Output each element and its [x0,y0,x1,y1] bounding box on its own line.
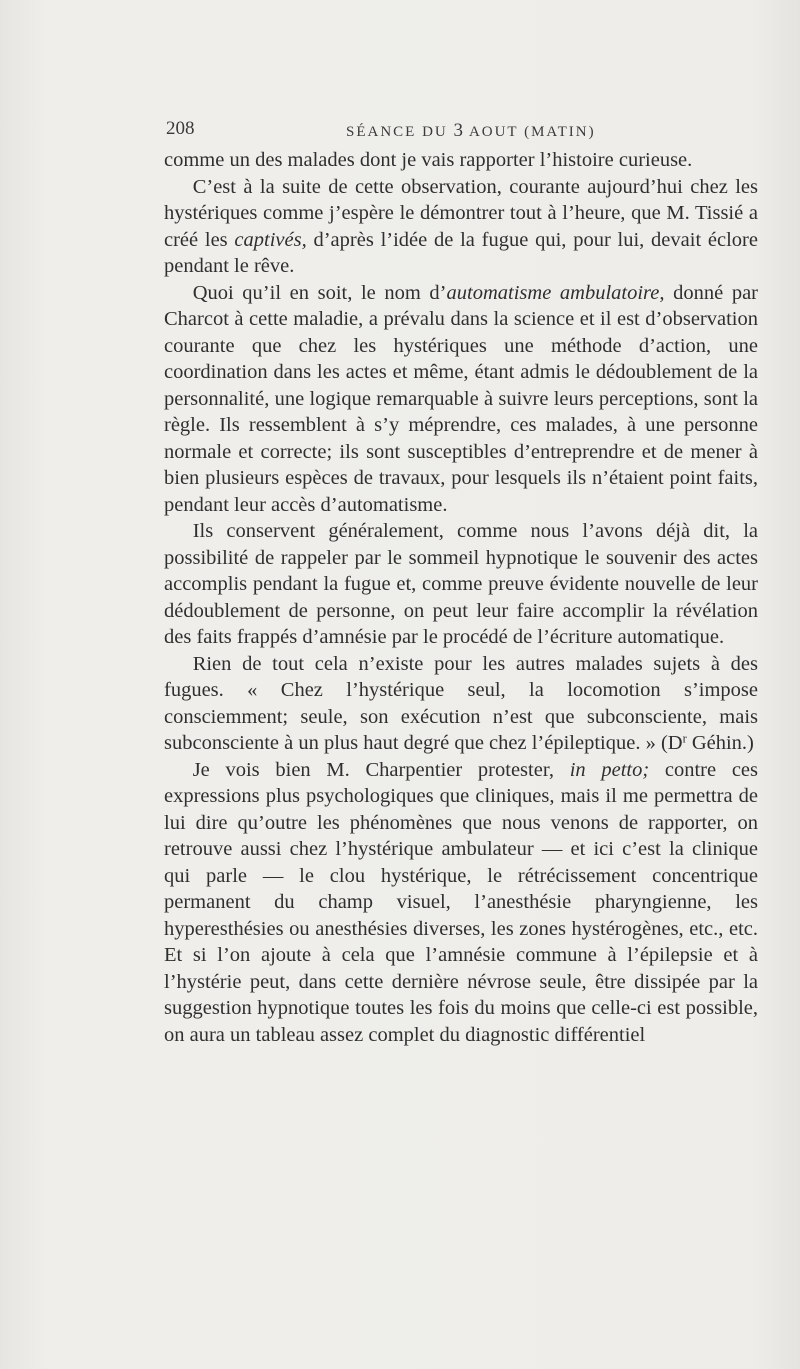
paragraph-3-text-a: Quoi qu’il en soit, le nom d’ [192,281,447,304]
paragraph-4: Ils conservent généralement, comme nous l’avons déjà dit, la possibilité de rappeler par le sommeil hypnotique le souvenir des actes accomplis pendant la fugue et, comme preuve évidente nouvelle de leur dédoublement de personne, on peut leur faire accomplir la révélation des faits frappés d’amnésie par le procédé de l’écriture automatique. [164,520,758,648]
paragraph-6-emphasis: in petto; [569,758,650,781]
paragraph-6-text-a: Je vois bien M. Charpentier protester, [192,758,570,781]
paragraph-3-emphasis: automatisme ambulatoire, [446,281,665,304]
paragraph-3-text-b: donné par Charcot à cette maladie, a prévalu dans la science et il est d’observation courante que chez les hystériques une méthode d’action, une coordination dans les actes et même, étant admis le dédoublement de la personnalité, une logique remarquable à suivre leurs perceptions, sont la règle. Ils ressemblent à s’y méprendre, ces malades, à une personne normale et correcte; ils sont susceptibles d’entreprendre et de mener à bien plusieurs espèces de travaux, pour lesquels ils n’étaient point faits, pendant leur accès d’automatisme. [164,281,759,516]
paragraph-2-text-b: d’après l’idée de la fugue qui, pour lui, devait éclore pendant le rêve. [164,228,758,277]
page-number: 208 [166,118,195,139]
paragraph-6-text-b: contre ces expressions plus psychologiques que cliniques, mais il me permettra de lui dire qu’outre les phénomènes que nous venons de rapporter, on retrouve aussi chez l’hystérique ambulateur — et ici c’est la clinique qui parle — le clou hystérique, le rétrécissement concentrique permanent du champ visuel, l’anesthésie pharyngienne, les hyperesthésies ou anesthésies diverses, les zones hystérogènes, etc., etc. Et si l’on ajoute à cela que l’amnésie commune à l’épilepsie et à l’hystérie peut, dans cette dernière névrose seule, être dissipée par la suggestion hypnotique toutes les fois du moins que celle-ci est possible, on aura un tableau assez complet du diagnostic différentiel [164,758,759,1046]
body-text [164,147,758,1048]
running-head [346,120,596,142]
paragraph-6 [164,757,758,1049]
paragraph-2-emphasis: captivés, [234,228,307,251]
paragraph-1: comme un des malades dont je vais rapporter l’histoire curieuse. [164,149,693,171]
running-head-date: AOUT (MATIN) [464,124,596,140]
paragraph-5 [164,651,758,757]
paragraph-3 [164,280,758,519]
paragraph-2-text-a: C’est à la suite de cette observation, courante aujourd’hui chez les hystériques comme j’espère le démontrer tout à l’heure, que M. Tissié a créé les [164,175,758,251]
paragraph-5-text-a: Rien de tout cela n’existe pour les autres malades sujets à des fugues. « Chez l’hystérique seul, la locomotion s’impose consciemment; seule, son exécution n’est que subconsciente, mais subconsciente à un plus haut degré que chez l’épileptique. » (D [164,652,758,754]
paragraph-2 [164,174,758,280]
running-head-day: 3 [453,120,465,141]
paragraph-5-text-b: Géhin.) [686,732,754,754]
page-header [166,118,756,144]
paragraph-5-superscript: r [682,731,687,746]
running-head-session: SÉANCE DU [346,124,454,140]
